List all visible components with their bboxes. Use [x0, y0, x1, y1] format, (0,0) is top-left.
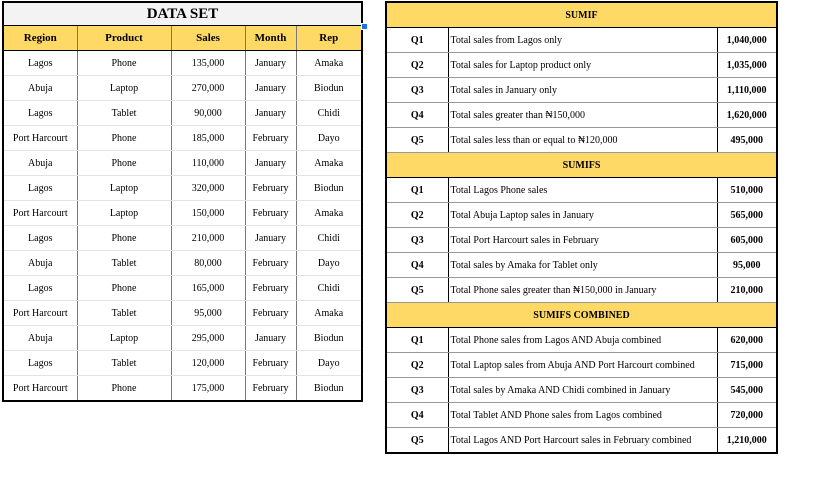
table-row — [3, 101, 362, 126]
cell-rep[interactable]: Chidi — [296, 101, 362, 126]
cell-rep[interactable]: Dayo — [296, 251, 362, 276]
cell-month[interactable]: February — [245, 351, 296, 376]
cell-product[interactable]: Laptop — [77, 176, 171, 201]
question-answer[interactable]: 545,000 — [717, 378, 777, 403]
question-row — [386, 103, 777, 128]
cell-region[interactable]: Lagos — [3, 351, 77, 376]
question-description[interactable]: Total Port Harcourt sales in February — [448, 228, 717, 253]
cell-region[interactable]: Abuja — [3, 76, 77, 101]
question-answer[interactable]: 620,000 — [717, 328, 777, 353]
dataset-header-row — [3, 26, 362, 51]
question-number[interactable]: Q3 — [386, 228, 448, 253]
cell-rep[interactable]: Biodun — [314, 382, 344, 394]
table-row — [3, 76, 362, 101]
question-row — [386, 228, 777, 253]
table-row — [3, 201, 362, 226]
question-row — [386, 278, 777, 303]
question-number[interactable]: Q1 — [386, 28, 448, 53]
cell-product[interactable]: Tablet — [77, 101, 171, 126]
cell-region[interactable]: Port Harcourt — [3, 301, 77, 326]
cell-month[interactable]: February — [245, 176, 296, 201]
section-title[interactable]: SUMIFS COMBINED — [386, 303, 777, 328]
column-header-sales[interactable]: Sales — [171, 26, 245, 51]
cell-month[interactable]: January — [245, 76, 296, 101]
question-description[interactable]: Total sales less than or equal to ₦120,000 — [448, 128, 717, 153]
table-row — [3, 51, 362, 76]
table-row — [3, 251, 362, 276]
question-answer[interactable]: 495,000 — [717, 128, 777, 153]
cell-month[interactable]: February — [245, 251, 296, 276]
question-row — [386, 253, 777, 278]
table-row — [3, 276, 362, 301]
cell-sales[interactable]: 110,000 — [171, 151, 245, 176]
cell-region[interactable]: Lagos — [3, 101, 77, 126]
cell-region[interactable]: Port Harcourt — [3, 376, 77, 402]
cell-product[interactable]: Phone — [77, 226, 171, 251]
cell-sales[interactable]: 270,000 — [171, 76, 245, 101]
cell-sales[interactable]: 295,000 — [171, 326, 245, 351]
question-number[interactable]: Q2 — [386, 353, 448, 378]
cell-month[interactable]: January — [245, 101, 296, 126]
column-header-rep[interactable]: Rep — [296, 26, 362, 51]
question-answer[interactable]: 95,000 — [717, 253, 777, 278]
cell-rep[interactable]: Biodun — [296, 326, 362, 351]
cell-product[interactable]: Phone — [77, 126, 171, 151]
question-number[interactable]: Q2 — [386, 203, 448, 228]
cell-month[interactable]: January — [245, 226, 296, 251]
cell-region[interactable]: Lagos — [3, 276, 77, 301]
question-answer[interactable]: 1,110,000 — [717, 78, 777, 103]
section-title[interactable]: SUMIFS — [386, 153, 777, 178]
cell-rep[interactable]: Amaka — [296, 201, 362, 226]
question-row — [386, 53, 777, 78]
cell-product[interactable]: Laptop — [77, 76, 171, 101]
table-row — [3, 151, 362, 176]
question-description[interactable]: Total sales greater than ₦150,000 — [448, 103, 717, 128]
cell-rep[interactable]: Chidi — [296, 226, 362, 251]
question-row — [386, 403, 777, 428]
column-header-product[interactable]: Product — [77, 26, 171, 51]
question-answer[interactable]: 1,035,000 — [717, 53, 777, 78]
question-row — [386, 128, 777, 153]
cell-region[interactable]: Abuja — [3, 251, 77, 276]
cell-product[interactable]: Phone — [77, 276, 171, 301]
question-row — [386, 353, 777, 378]
section-header — [386, 2, 777, 28]
question-row — [386, 28, 777, 53]
cell-region[interactable]: Port Harcourt — [3, 201, 77, 226]
question-answer[interactable]: 720,000 — [717, 403, 777, 428]
cell-product[interactable]: Laptop — [77, 326, 171, 351]
question-description[interactable]: Total sales by Amaka for Tablet only — [448, 253, 717, 278]
question-row — [386, 378, 777, 403]
table-row — [3, 376, 362, 402]
question-answer[interactable]: 1,620,000 — [717, 103, 777, 128]
cell-month[interactable]: January — [245, 326, 296, 351]
cell-rep[interactable]: Biodun — [296, 176, 362, 201]
cell-region[interactable]: Lagos — [3, 226, 77, 251]
table-row — [3, 351, 362, 376]
question-description[interactable]: Total Lagos AND Port Harcourt sales in February combined — [448, 428, 717, 454]
cell-product[interactable]: Laptop — [77, 201, 171, 226]
cell-month[interactable]: February — [245, 376, 296, 402]
question-number[interactable]: Q2 — [386, 53, 448, 78]
cell-rep[interactable]: Dayo — [296, 351, 362, 376]
question-description[interactable]: Total sales for Laptop product only — [448, 53, 717, 78]
question-number[interactable]: Q1 — [386, 178, 448, 203]
cell-month[interactable]: January — [245, 151, 296, 176]
question-row — [386, 428, 777, 454]
column-header-month[interactable]: Month — [245, 26, 296, 51]
cell-month[interactable]: February — [245, 301, 296, 326]
section-header — [386, 303, 777, 328]
cell-region[interactable]: Abuja — [3, 151, 77, 176]
question-number[interactable]: Q4 — [386, 103, 448, 128]
question-description[interactable]: Total Phone sales greater than ₦150,000 in January — [448, 278, 717, 303]
question-description[interactable]: Total Phone sales from Lagos AND Abuja combined — [448, 328, 717, 353]
cell-region[interactable]: Abuja — [3, 326, 77, 351]
cell-product[interactable]: Phone — [77, 51, 171, 76]
question-row — [386, 203, 777, 228]
cell-sales[interactable]: 175,000 — [171, 376, 245, 402]
cell-product[interactable]: Tablet — [77, 301, 171, 326]
question-description[interactable]: Total Lagos Phone sales — [448, 178, 717, 203]
cell-rep[interactable]: Amaka — [296, 51, 362, 76]
question-answer[interactable]: 715,000 — [717, 353, 777, 378]
question-description[interactable]: Total Tablet AND Phone sales from Lagos combined — [448, 403, 717, 428]
selection-fill-handle[interactable] — [361, 23, 368, 30]
question-number[interactable]: Q1 — [386, 328, 448, 353]
question-description[interactable]: Total sales from Lagos only — [448, 28, 717, 53]
formula-table — [385, 1, 778, 454]
cell-region[interactable]: Lagos — [3, 176, 77, 201]
cell-month[interactable]: February — [245, 276, 296, 301]
question-answer[interactable]: 210,000 — [717, 278, 777, 303]
table-row — [3, 226, 362, 251]
dataset-title[interactable]: DATA SET — [3, 2, 362, 26]
question-number[interactable]: Q4 — [386, 253, 448, 278]
column-header-region[interactable]: Region — [3, 26, 77, 51]
question-description[interactable]: Total sales in January only — [448, 78, 717, 103]
question-description[interactable]: Total sales by Amaka AND Chidi combined in January — [448, 378, 717, 403]
question-answer[interactable]: 605,000 — [717, 228, 777, 253]
cell-sales[interactable]: 120,000 — [171, 351, 245, 376]
question-number[interactable]: Q3 — [386, 78, 448, 103]
question-description[interactable]: Total Laptop sales from Abuja AND Port Harcourt combined — [448, 353, 717, 378]
cell-sales[interactable]: 95,000 — [171, 301, 245, 326]
cell-sales[interactable]: 135,000 — [171, 51, 245, 76]
question-number[interactable]: Q5 — [386, 428, 448, 454]
cell-rep[interactable]: Chidi — [296, 276, 362, 301]
cell-sales[interactable]: 210,000 — [171, 226, 245, 251]
question-number[interactable]: Q5 — [386, 278, 448, 303]
question-description[interactable]: Total Abuja Laptop sales in January — [448, 203, 717, 228]
cell-sales[interactable]: 90,000 — [171, 101, 245, 126]
cell-month[interactable]: February — [245, 126, 296, 151]
question-number[interactable]: Q4 — [386, 403, 448, 428]
formula-body — [386, 2, 777, 453]
cell-rep[interactable]: Amaka — [296, 151, 362, 176]
cell-month[interactable]: January — [245, 51, 296, 76]
cell-region[interactable]: Port Harcourt — [3, 126, 77, 151]
section-title[interactable]: SUMIF — [386, 2, 777, 28]
question-answer[interactable]: 565,000 — [717, 203, 777, 228]
cell-sales[interactable]: 165,000 — [171, 276, 245, 301]
dataset-body — [3, 51, 362, 402]
question-row — [386, 78, 777, 103]
cell-product[interactable]: Tablet — [77, 351, 171, 376]
table-row — [3, 176, 362, 201]
cell-rep[interactable]: Amaka — [296, 301, 362, 326]
question-answer[interactable]: 510,000 — [717, 178, 777, 203]
dataset-table — [2, 1, 363, 402]
cell-product[interactable]: Phone — [77, 151, 171, 176]
question-row — [386, 178, 777, 203]
cell-sales[interactable]: 80,000 — [171, 251, 245, 276]
cell-product[interactable]: Tablet — [77, 251, 171, 276]
table-row — [3, 326, 362, 351]
table-row — [3, 301, 362, 326]
question-number[interactable]: Q3 — [386, 378, 448, 403]
question-number[interactable]: Q5 — [386, 128, 448, 153]
cell-region[interactable]: Lagos — [3, 51, 77, 76]
question-row — [386, 328, 777, 353]
cell-rep[interactable]: Dayo — [296, 126, 362, 151]
cell-product[interactable]: Phone — [77, 376, 171, 402]
question-answer[interactable]: 1,040,000 — [717, 28, 777, 53]
cell-sales[interactable]: 320,000 — [171, 176, 245, 201]
question-answer[interactable]: 1,210,000 — [726, 434, 767, 446]
cell-sales[interactable]: 150,000 — [171, 201, 245, 226]
cell-month[interactable]: February — [245, 201, 296, 226]
cell-sales[interactable]: 185,000 — [171, 126, 245, 151]
table-row — [3, 126, 362, 151]
cell-rep[interactable]: Biodun — [296, 76, 362, 101]
section-header — [386, 153, 777, 178]
